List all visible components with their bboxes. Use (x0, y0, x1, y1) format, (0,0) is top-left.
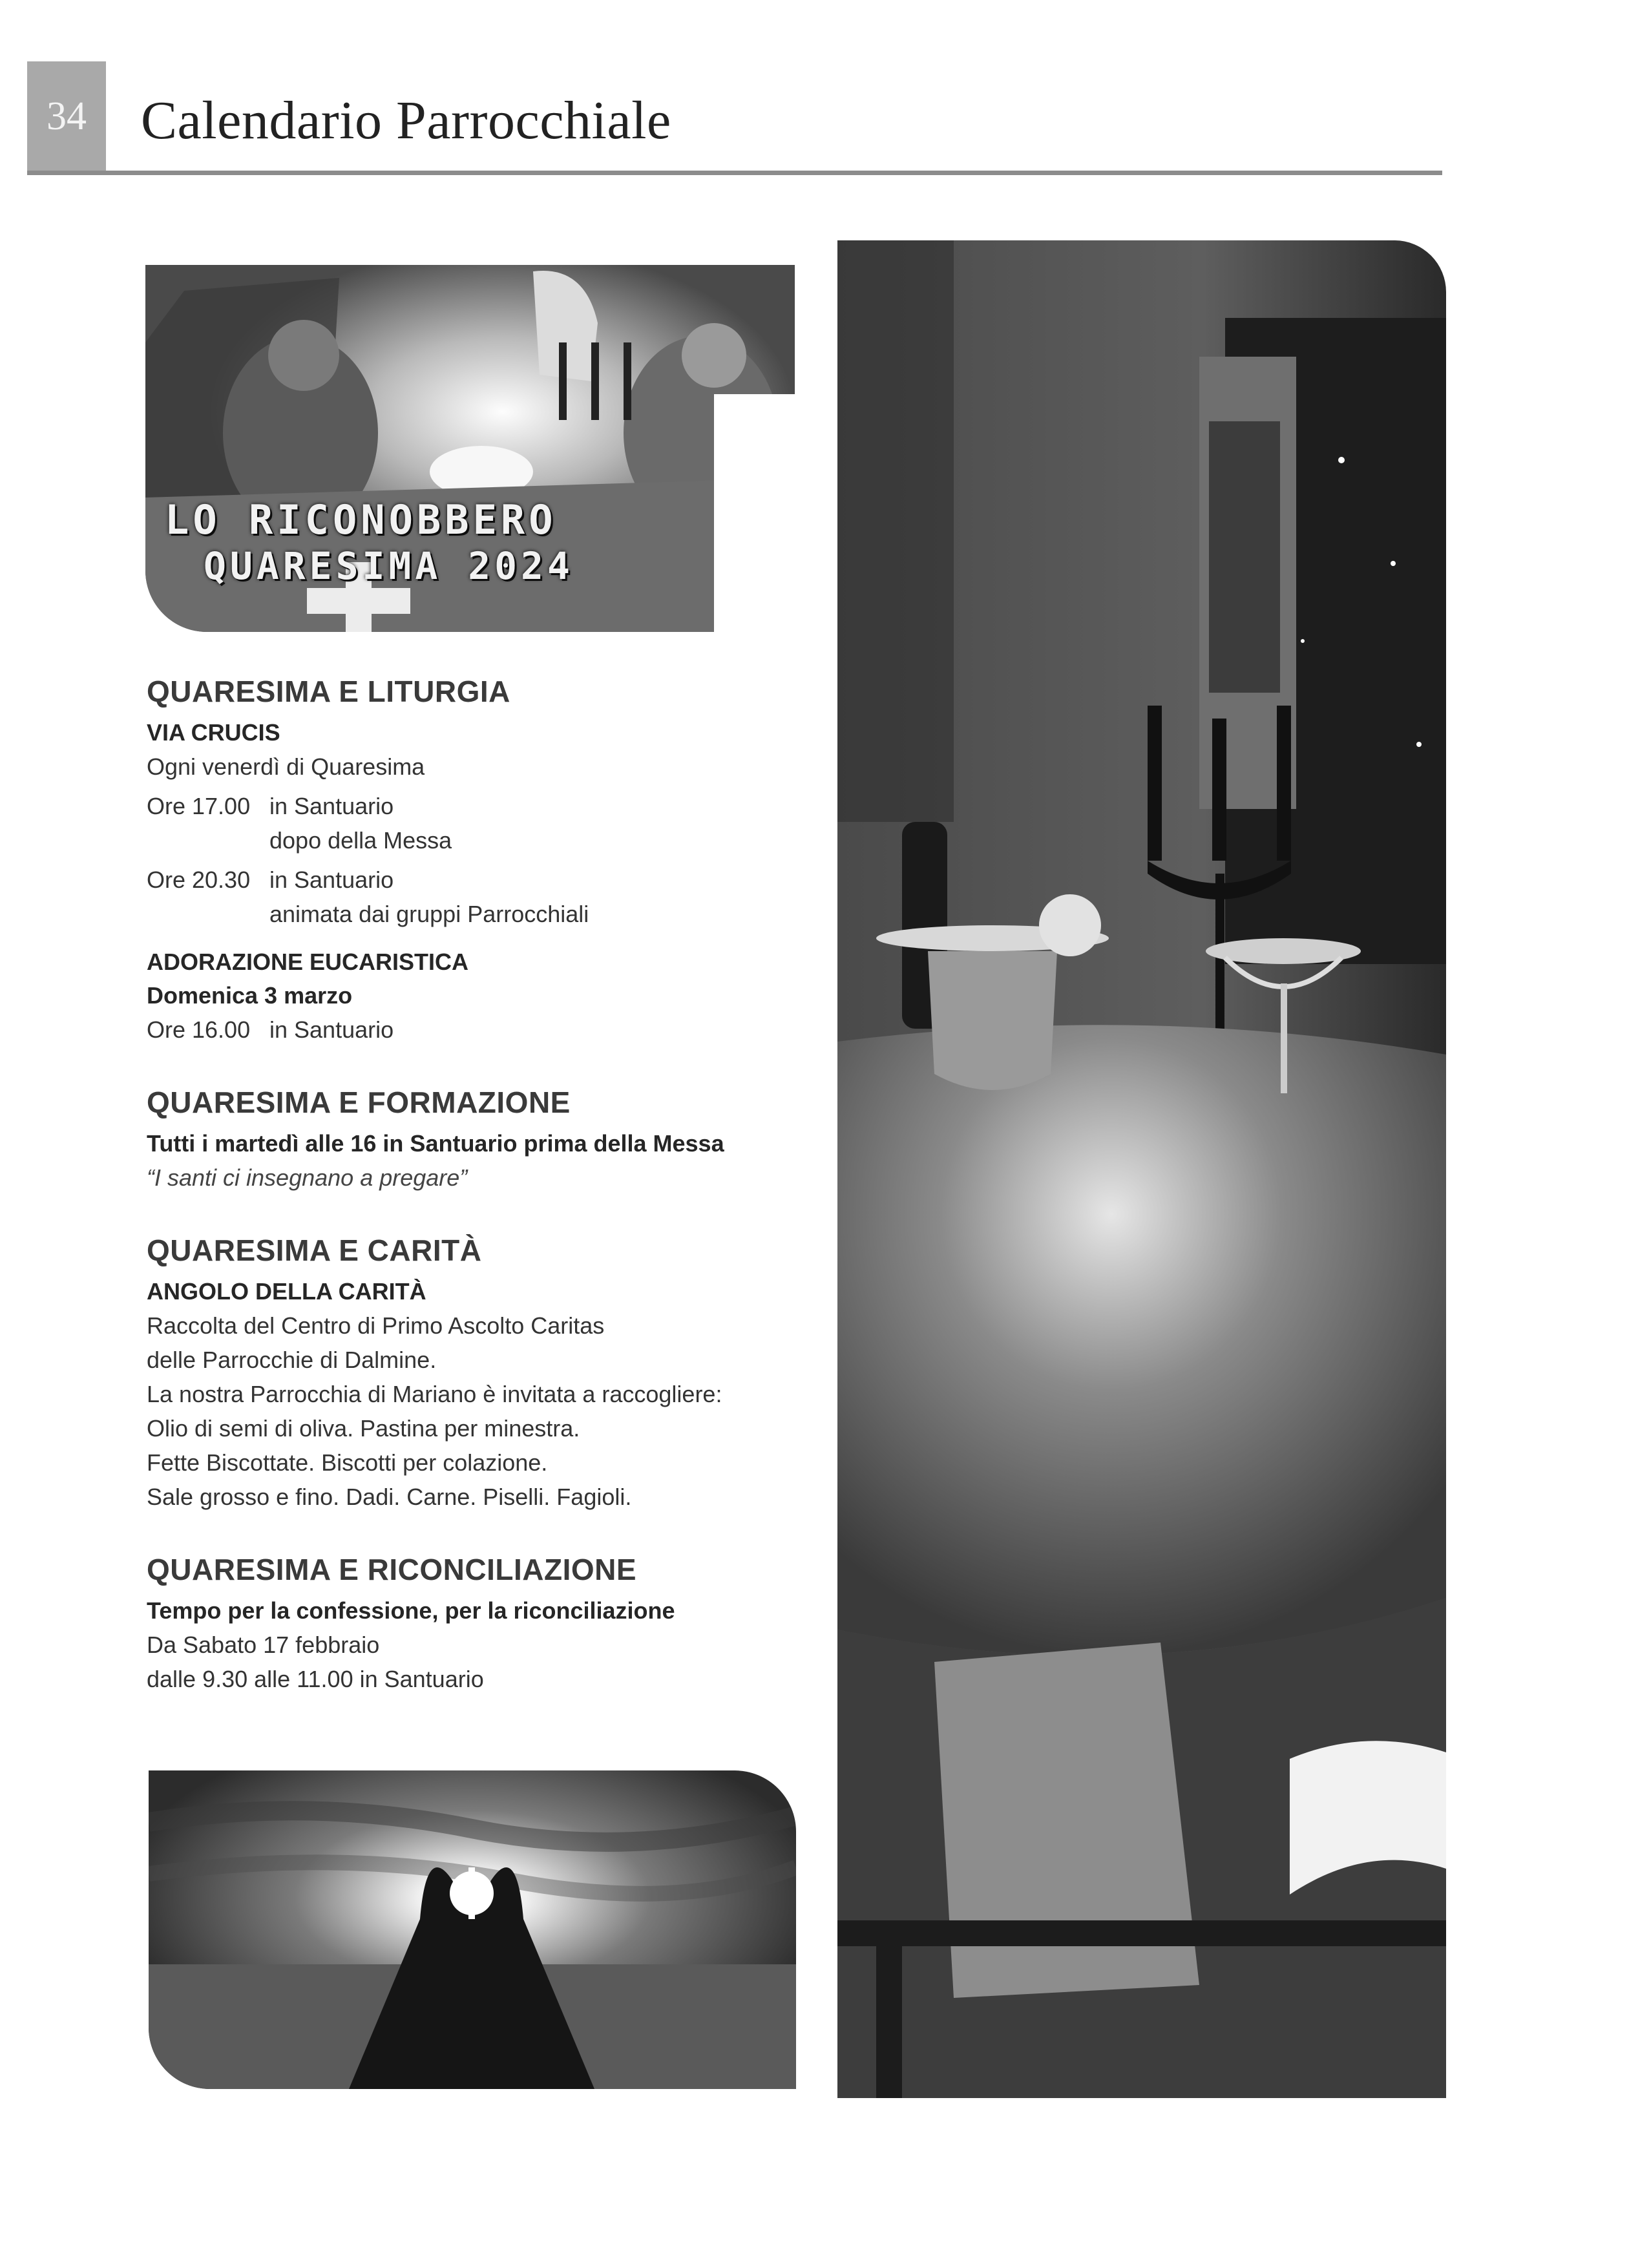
carita-line: delle Parrocchie di Dalmine. (147, 1347, 437, 1373)
via-crucis-row-1-note: dopo della Messa (269, 827, 452, 854)
via-crucis-row-2-note: animata dai gruppi Parrocchiali (269, 901, 589, 927)
riconciliazione-date: Da Sabato 17 febbraio (147, 1632, 380, 1658)
image-title-line2: QUARESIMA 2024 (204, 544, 574, 588)
carita-heading: ANGOLO DELLA CARITÀ (147, 1278, 426, 1305)
carita-line: Raccolta del Centro di Primo Ascolto Caritas (147, 1312, 605, 1339)
supper-illustration (145, 265, 795, 632)
table-still-life-illustration (837, 240, 1446, 2098)
via-crucis-row-1 (147, 789, 806, 823)
time-label: Ore 17.00 (147, 793, 251, 819)
page-title: Calendario Parrocchiale (141, 90, 671, 151)
section-riconciliazione (147, 1550, 806, 1696)
place-label: in Santuario (269, 866, 394, 893)
adorazione-heading: ADORAZIONE EUCARISTICA (147, 949, 469, 975)
section-title-carita: QUARESIMA E CARITÀ (147, 1234, 482, 1267)
formazione-quote: “I santi ci insegnano a pregare” (147, 1164, 468, 1191)
section-title-riconciliazione: QUARESIMA E RICONCILIAZIONE (147, 1553, 637, 1586)
place-label: in Santuario (269, 1016, 394, 1043)
carita-line: Sale grosso e fino. Dadi. Carne. Piselli. Fagioli. (147, 1484, 632, 1510)
image-title-line1: LO RICONOBBERO (165, 496, 557, 543)
via-crucis-row-2 (147, 863, 806, 897)
section-title-liturgia: QUARESIMA E LITURGIA (147, 675, 510, 708)
content-column (147, 672, 806, 1732)
time-label: Ore 20.30 (147, 866, 251, 893)
time-label: Ore 16.00 (147, 1016, 251, 1043)
adorazione-row (147, 1013, 806, 1047)
page-number-box (27, 61, 106, 171)
carita-line: La nostra Parrocchia di Mariano è invitata a raccogliere: (147, 1381, 722, 1407)
adorazione-date: Domenica 3 marzo (147, 982, 353, 1009)
place-label: in Santuario (269, 793, 394, 819)
page-number: 34 (47, 94, 87, 138)
formazione-schedule: Tutti i martedì alle 16 in Santuario prima della Messa (147, 1130, 724, 1157)
hands-light-illustration (149, 1770, 796, 2089)
riconciliazione-time: dalle 9.30 alle 11.00 in Santuario (147, 1666, 484, 1692)
section-formazione (147, 1083, 806, 1195)
section-title-formazione: QUARESIMA E FORMAZIONE (147, 1086, 571, 1119)
carita-line: Fette Biscottate. Biscotti per colazione. (147, 1449, 548, 1476)
via-crucis-heading: VIA CRUCIS (147, 719, 280, 746)
riconciliazione-heading: Tempo per la confessione, per la riconciliazione (147, 1597, 675, 1624)
carita-line: Olio di semi di oliva. Pastina per minestra. (147, 1415, 580, 1442)
section-carita (147, 1231, 806, 1514)
section-liturgia (147, 672, 806, 1047)
via-crucis-intro: Ogni venerdì di Quaresima (147, 753, 425, 780)
header-divider (27, 171, 1442, 175)
